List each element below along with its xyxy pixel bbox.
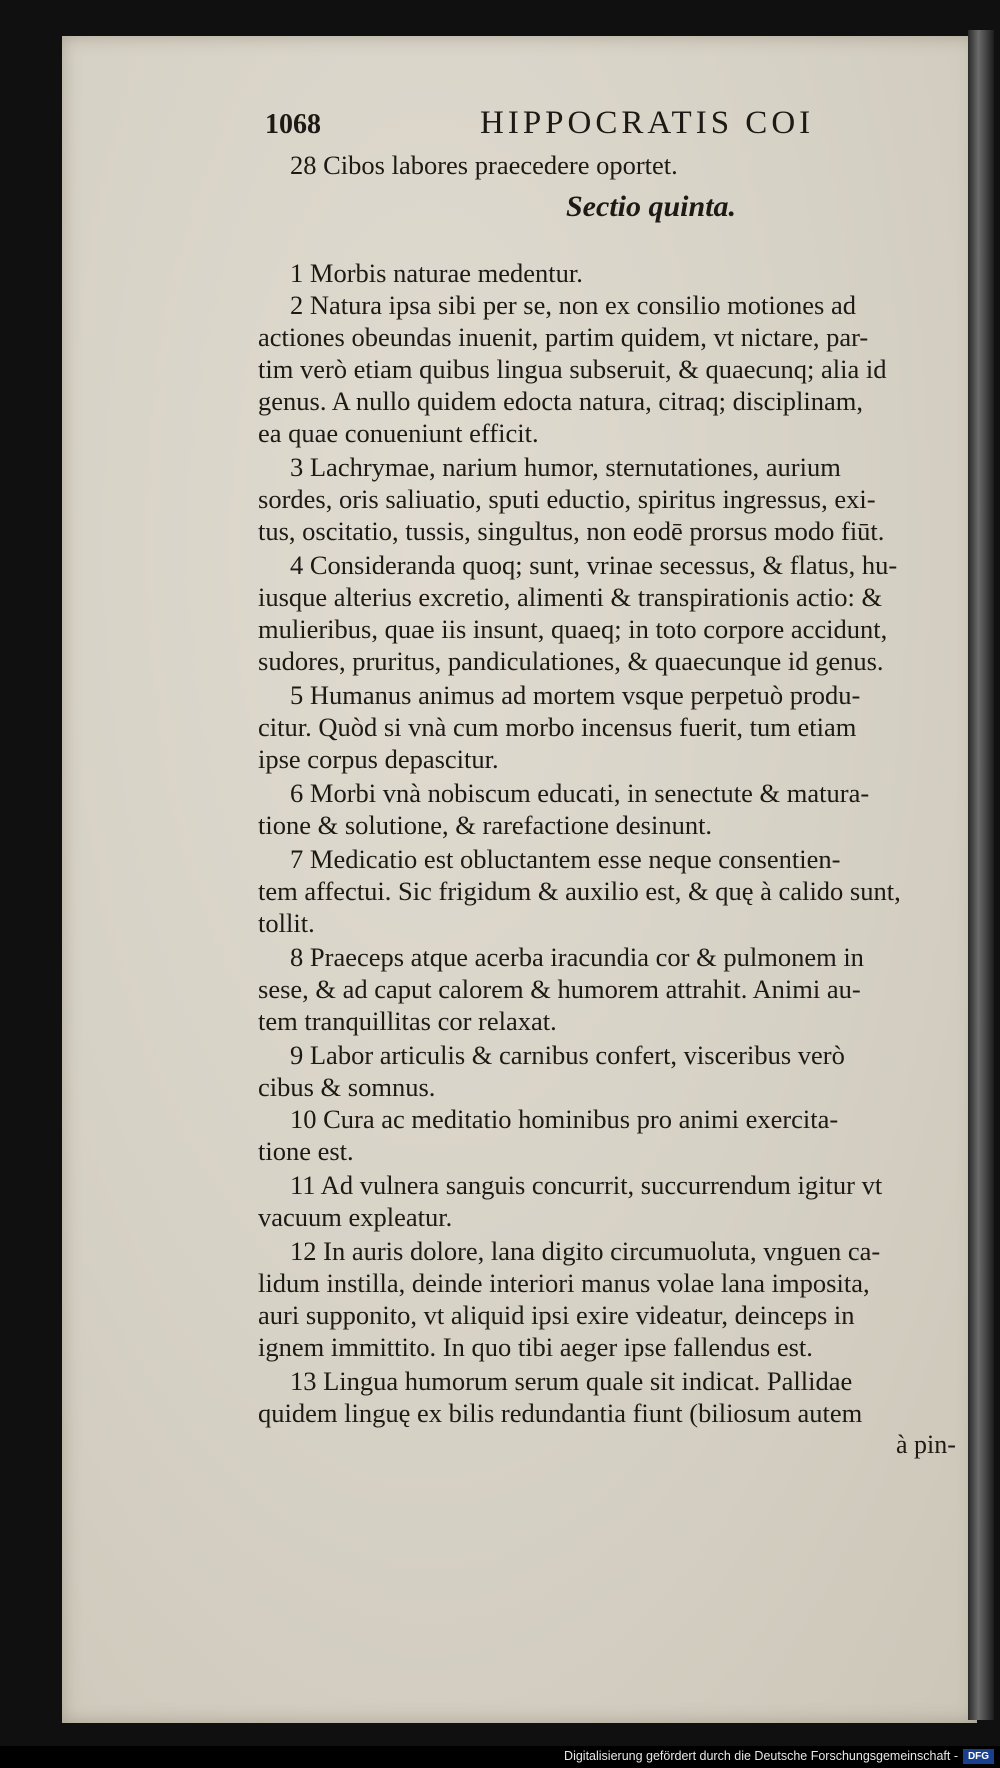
text-line: citur. Quòd si vnà cum morbo incensus fuerit, tum etiam — [258, 712, 857, 742]
section-title: Sectio quinta. — [566, 190, 737, 223]
text-line: ipse corpus depascitur. — [258, 744, 499, 774]
text-line: tollit. — [258, 908, 315, 938]
text-line: 4 Consideranda quoq; sunt, vrinae secessus, & flatus, hu- — [290, 550, 898, 580]
book-edge — [968, 30, 994, 1720]
text-line: 8 Praeceps atque acerba iracundia cor & pulmonem in — [290, 942, 864, 972]
text-line: lidum instilla, deinde interiori manus volae lana imposita, — [258, 1268, 870, 1298]
text-line: iusque alterius excretio, alimenti & transpirationis actio: & — [258, 582, 883, 612]
text-line: 11 Ad vulnera sanguis concurrit, succurrendum igitur vt — [290, 1170, 883, 1200]
text-line: genus. A nullo quidem edocta natura, citraq; disciplinam, — [258, 386, 863, 416]
text-line: quidem linguę ex bilis redundantia fiunt (biliosum autem — [258, 1398, 863, 1428]
text-line: tem tranquillitas cor relaxat. — [258, 1006, 557, 1036]
text-line: tione & solutione, & rarefactione desinunt. — [258, 810, 713, 840]
text-line: tus, oscitatio, tussis, singultus, non eodē prorsus modo fiūt. — [258, 516, 885, 546]
text-line: 3 Lachrymae, narium humor, sternutationes, aurium — [290, 452, 841, 482]
text-line: mulieribus, quae iis insunt, quaeq; in toto corpore accidunt, — [258, 614, 888, 644]
text-line: 1 Morbis naturae medentur. — [290, 258, 583, 288]
text-line: 2 Natura ipsa sibi per se, non ex consilio motiones ad — [290, 290, 856, 320]
catchword: à pin- — [896, 1430, 956, 1459]
text-line: 13 Lingua humorum serum quale sit indicat. Pallidae — [290, 1366, 853, 1396]
funding-credit: Digitalisierung gefördert durch die Deutsche Forschungsgemeinschaft - — [564, 1749, 958, 1763]
text-line: sordes, oris saliuatio, sputi eductio, spiritus ingressus, exi- — [258, 484, 876, 514]
text-line: ea quae conueniunt efficit. — [258, 418, 539, 448]
text-line: 7 Medicatio est obluctantem esse neque consentien- — [290, 844, 841, 874]
dfg-logo: DFG — [963, 1749, 994, 1764]
text-line: 10 Cura ac meditatio hominibus pro animi exercita- — [290, 1104, 839, 1134]
text-line: cibus & somnus. — [258, 1072, 436, 1102]
text-line: tem affectui. Sic frigidum & auxilio est, & quę à calido sunt, — [258, 876, 901, 906]
text-line: actiones obeundas inuenit, partim quidem, vt nictare, par- — [258, 322, 869, 352]
text-line: auri supponito, vt aliquid ipsi exire videatur, deinceps in — [258, 1300, 855, 1330]
digitization-footer — [0, 1746, 1000, 1768]
page-number: 1068 — [265, 109, 321, 140]
text-line: 5 Humanus animus ad mortem vsque perpetuò produ- — [290, 680, 861, 710]
text-line: ignem immittito. In quo tibi aeger ipse fallendus est. — [258, 1332, 813, 1362]
text-line: 28 Cibos labores praecedere oportet. — [290, 150, 678, 180]
text-line: sese, & ad caput calorem & humorem attrahit. Animi au- — [258, 974, 861, 1004]
text-line: sudores, pruritus, pandiculationes, & quaecunque id genus. — [258, 646, 884, 676]
text-line: 12 In auris dolore, lana digito circumuoluta, vnguen ca- — [290, 1236, 881, 1266]
running-title: HIPPOCRATIS COI — [480, 105, 815, 141]
text-line: tione est. — [258, 1136, 354, 1166]
text-line: 6 Morbi vnà nobiscum educati, in senectute & matura- — [290, 778, 870, 808]
text-line: 9 Labor articulis & carnibus confert, visceribus verò — [290, 1040, 845, 1070]
text-line: tim verò etiam quibus lingua subseruit, & quaecunq; alia id — [258, 354, 887, 384]
text-line: vacuum expleatur. — [258, 1202, 453, 1232]
